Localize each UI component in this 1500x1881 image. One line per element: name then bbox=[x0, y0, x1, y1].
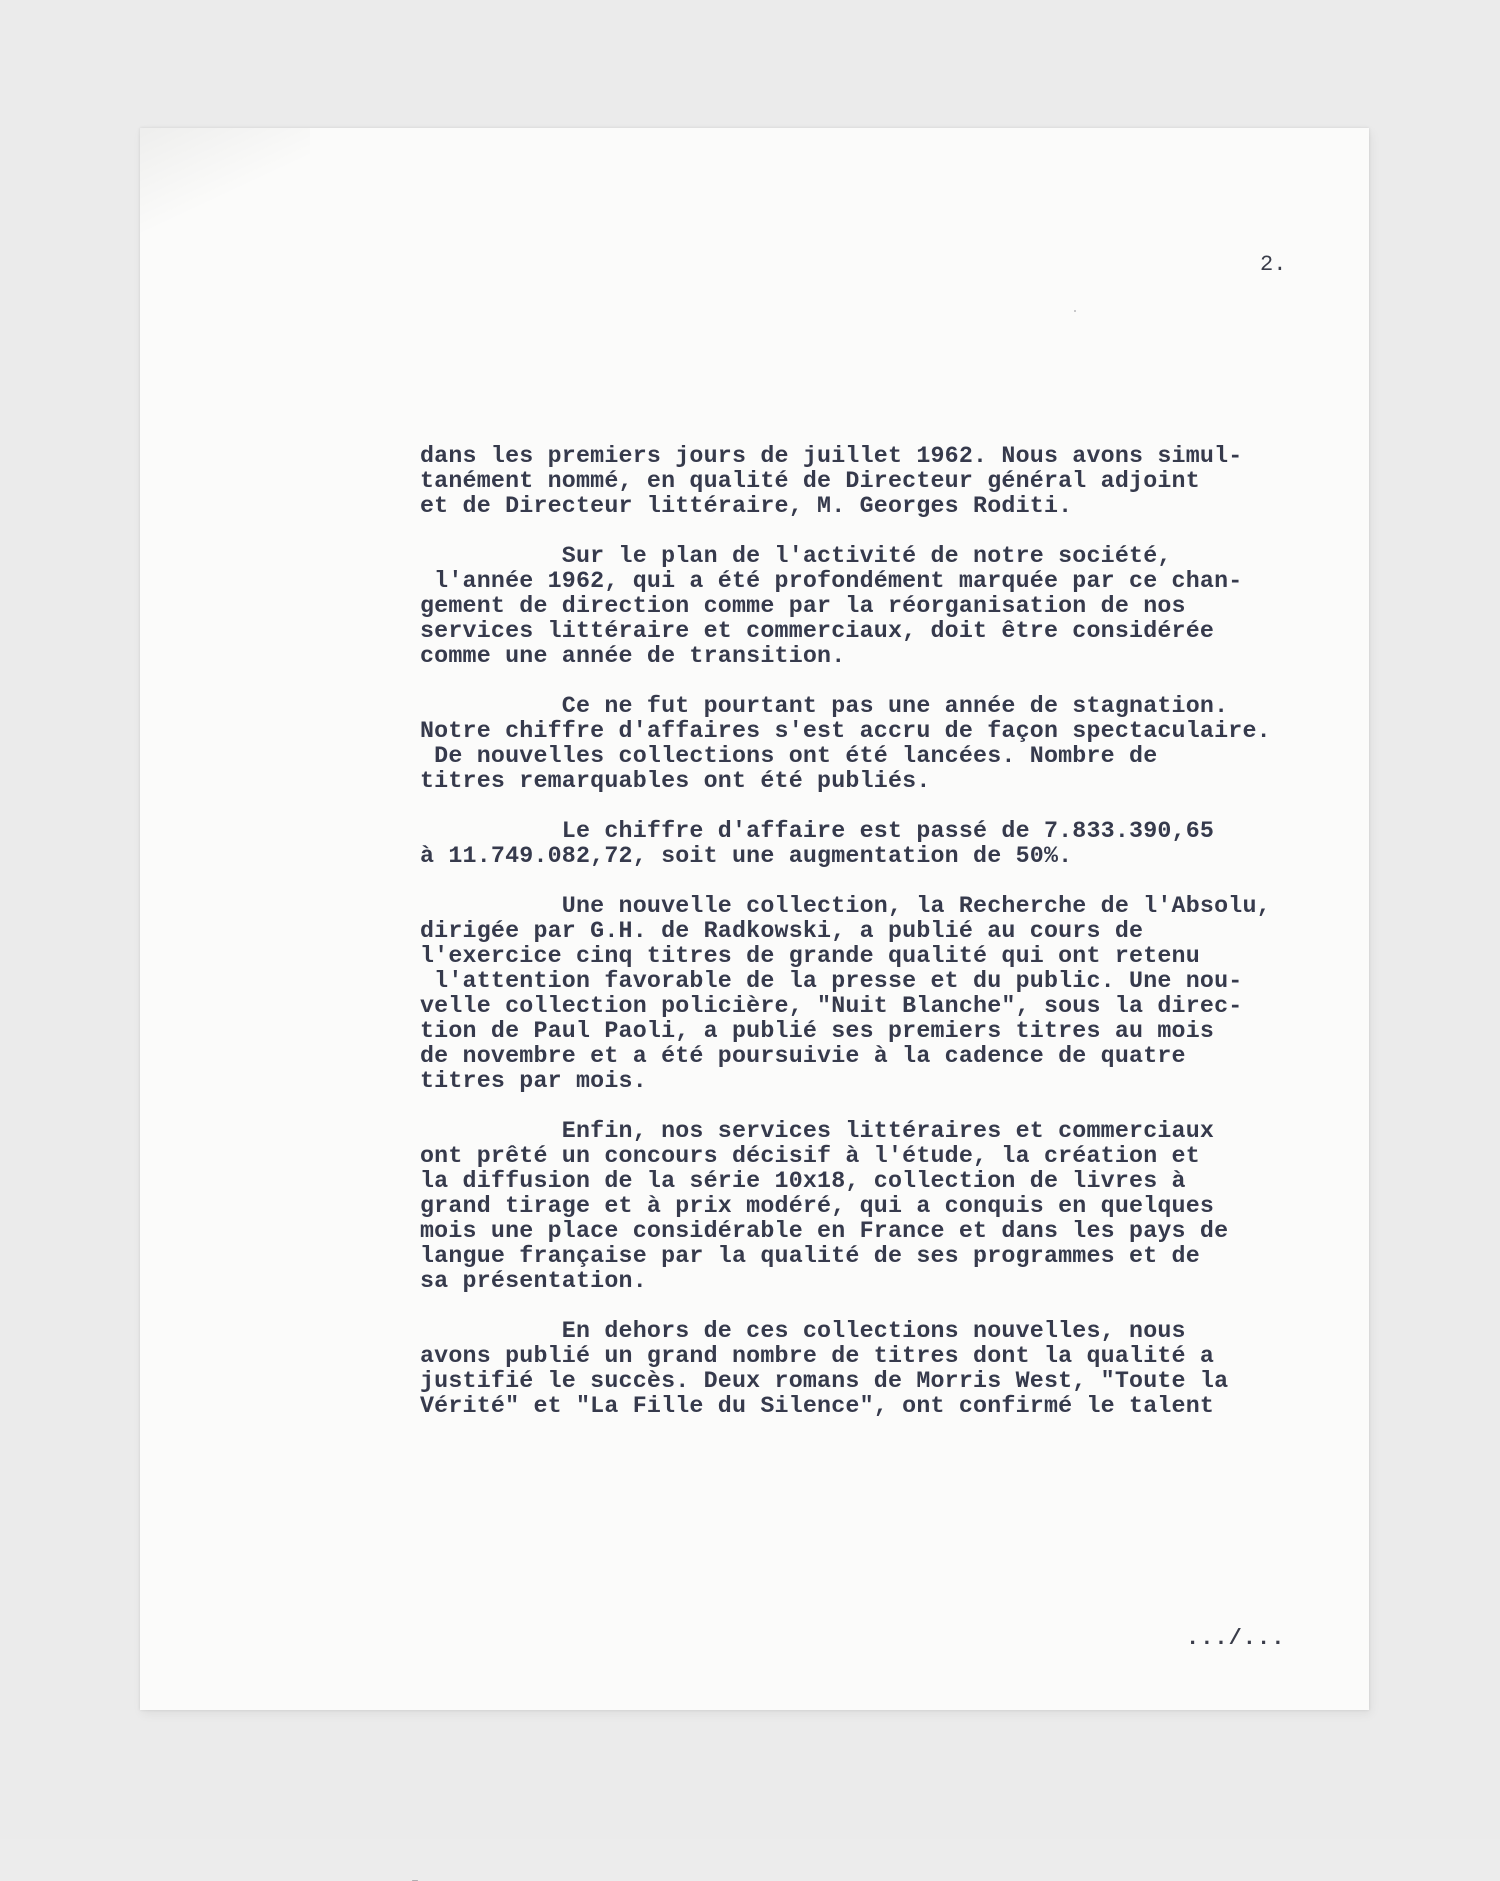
text-line: Le chiffre d'affaire est passé de 7.833.390,65 bbox=[420, 818, 1215, 844]
text-line: services littéraire et commerciaux, doit être considérée bbox=[420, 618, 1215, 644]
paragraph bbox=[420, 894, 1340, 1094]
text-line: avons publié un grand nombre de titres dont la qualité a bbox=[420, 1343, 1215, 1369]
paragraph bbox=[420, 444, 1340, 519]
text-line: l'année 1962, qui a été profondément marquée par ce chan- bbox=[420, 568, 1243, 594]
text-line: Enfin, nos services littéraires et commerciaux bbox=[420, 1118, 1215, 1144]
paragraph bbox=[420, 694, 1340, 794]
text-line: ont prêté un concours décisif à l'étude, la création et bbox=[420, 1143, 1200, 1169]
text-line: Vérité" et "La Fille du Silence", ont confirmé le talent bbox=[420, 1393, 1215, 1419]
text-line: sa présentation. bbox=[420, 1268, 647, 1294]
text-line: Sur le plan de l'activité de notre société, bbox=[420, 543, 1172, 569]
paragraph bbox=[420, 1119, 1340, 1294]
paragraph bbox=[420, 819, 1340, 869]
text-line: grand tirage et à prix modéré, qui a conquis en quelques bbox=[420, 1193, 1215, 1219]
text-line: gement de direction comme par la réorganisation de nos bbox=[420, 593, 1186, 619]
text-line: En dehors de ces collections nouvelles, nous bbox=[420, 1318, 1186, 1344]
text-line: velle collection policière, "Nuit Blanche", sous la direc- bbox=[420, 993, 1243, 1019]
text-line: à 11.749.082,72, soit une augmentation de 50%. bbox=[420, 843, 1073, 869]
paper-speck bbox=[1074, 310, 1076, 312]
text-line: l'attention favorable de la presse et du public. Une nou- bbox=[420, 968, 1243, 994]
continuation-mark: .../... bbox=[1186, 1626, 1286, 1651]
body-text bbox=[420, 444, 1340, 1444]
text-line: justifié le succès. Deux romans de Morris West, "Toute la bbox=[420, 1368, 1229, 1394]
text-line: dirigée par G.H. de Radkowski, a publié au cours de bbox=[420, 918, 1144, 944]
text-line: Ce ne fut pourtant pas une année de stagnation. bbox=[420, 693, 1229, 719]
text-line: titres remarquables ont été publiés. bbox=[420, 768, 931, 794]
text-line: et de Directeur littéraire, M. Georges Roditi. bbox=[420, 493, 1073, 519]
paragraph bbox=[420, 1319, 1340, 1419]
text-line: mois une place considérable en France et dans les pays de bbox=[420, 1218, 1229, 1244]
text-line: de novembre et a été poursuivie à la cadence de quatre bbox=[420, 1043, 1186, 1069]
text-line: tanément nommé, en qualité de Directeur général adjoint bbox=[420, 468, 1200, 494]
text-line: Notre chiffre d'affaires s'est accru de façon spectaculaire. bbox=[420, 718, 1271, 744]
page-number: 2. bbox=[1260, 252, 1287, 277]
text-line: la diffusion de la série 10x18, collection de livres à bbox=[420, 1168, 1186, 1194]
text-line: dans les premiers jours de juillet 1962. Nous avons simul- bbox=[420, 443, 1243, 469]
text-line: titres par mois. bbox=[420, 1068, 647, 1094]
text-line: l'exercice cinq titres de grande qualité qui ont retenu bbox=[420, 943, 1200, 969]
paragraph bbox=[420, 544, 1340, 669]
text-line: De nouvelles collections ont été lancées. Nombre de bbox=[420, 743, 1158, 769]
text-line: comme une année de transition. bbox=[420, 643, 846, 669]
text-line: tion de Paul Paoli, a publié ses premiers titres au mois bbox=[420, 1018, 1215, 1044]
text-line: langue française par la qualité de ses programmes et de bbox=[420, 1243, 1200, 1269]
text-line: Une nouvelle collection, la Recherche de l'Absolu, bbox=[420, 893, 1271, 919]
